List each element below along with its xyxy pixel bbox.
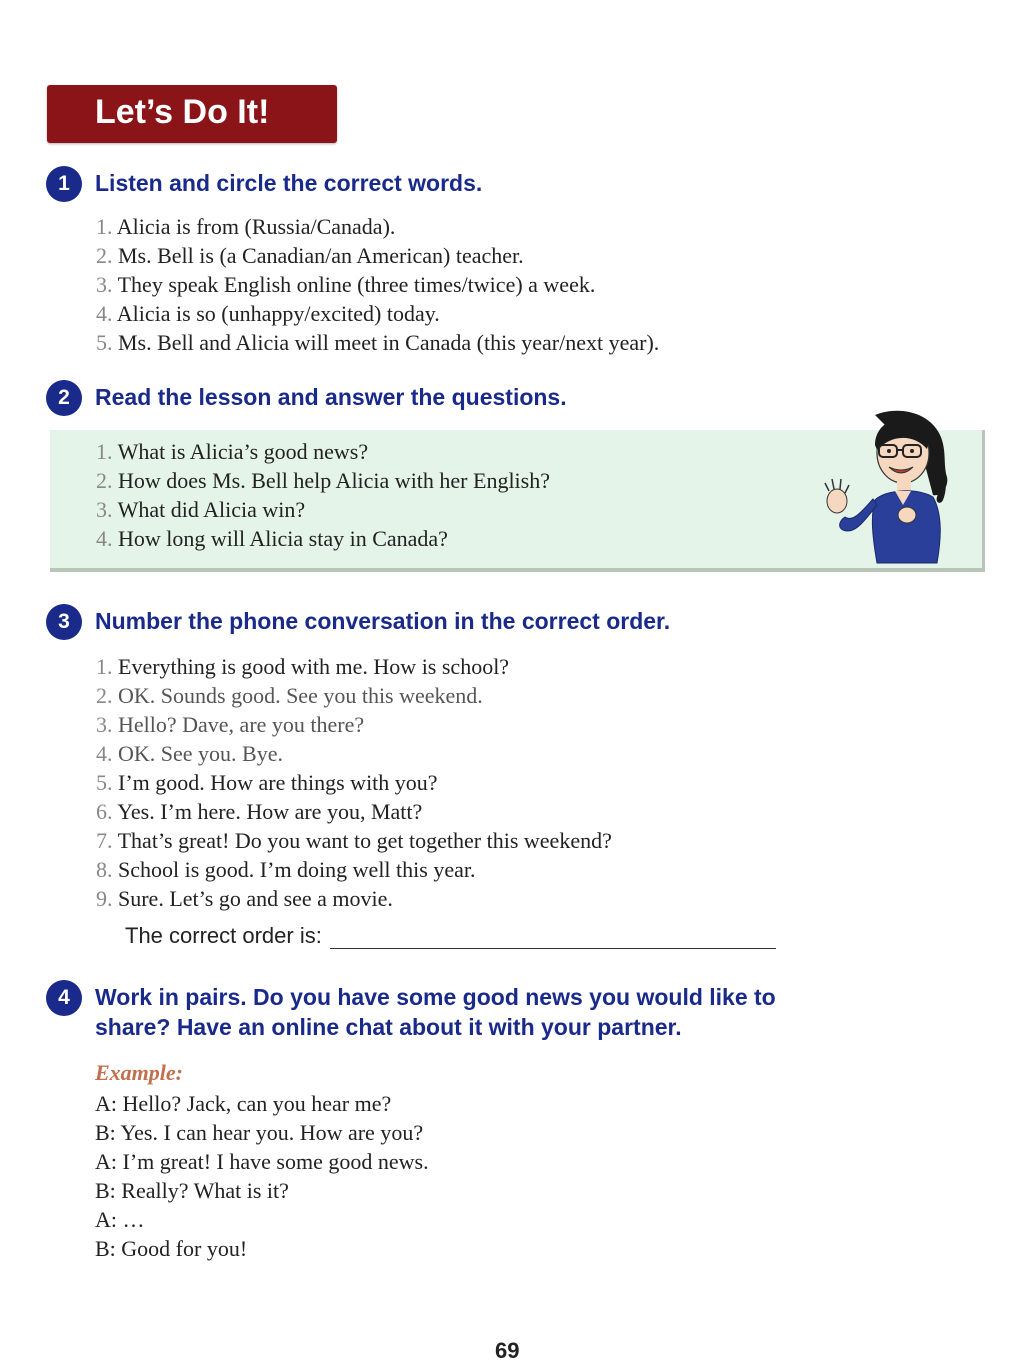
section-4-heading — [46, 982, 776, 1042]
section-1-heading — [46, 168, 482, 202]
list-item: 7. That’s great! Do you want to get together this weekend? — [96, 828, 612, 853]
list-item: 1. What is Alicia’s good news? — [96, 439, 369, 464]
list-item: 4. Alicia is so (unhappy/excited) today. — [96, 301, 440, 326]
list-item: 1. Everything is good with me. How is school? — [96, 654, 510, 679]
section-3-title: Number the phone conversation in the correct order. — [95, 608, 671, 634]
example-label: Example: — [95, 1060, 183, 1085]
lets-do-it-banner — [47, 85, 337, 143]
list-item: 2. OK. Sounds good. See you this weekend. — [96, 683, 483, 708]
list-item: 2. How does Ms. Bell help Alicia with her English? — [96, 468, 550, 493]
dialog-line: B: Good for you! — [95, 1236, 248, 1261]
list-item: 3. They speak English online (three times/twice) a week. — [96, 272, 596, 297]
section-1-title: Listen and circle the correct words. — [95, 170, 483, 196]
dialog-line: B: Yes. I can hear you. How are you? — [95, 1120, 424, 1145]
section-3-heading — [46, 606, 670, 640]
section-3-number: 3 — [46, 604, 82, 640]
list-item: 4. OK. See you. Bye. — [96, 741, 283, 766]
correct-order-blank[interactable] — [330, 926, 776, 949]
list-item: 5. I’m good. How are things with you? — [96, 770, 438, 795]
section-4-number: 4 — [46, 980, 82, 1016]
banner-title: Let’s Do It! — [95, 93, 270, 131]
dialog-line: A: … — [95, 1207, 145, 1232]
section-2-list — [96, 437, 550, 553]
list-item: 1. Alicia is from (Russia/Canada). — [96, 214, 396, 239]
list-item: 4. How long will Alicia stay in Canada? — [96, 526, 448, 551]
dialog-line: B: Really? What is it? — [95, 1178, 289, 1203]
section-4-title: Work in pairs. Do you have some good news you would like to share? Have an online chat about it with your partner. — [95, 984, 776, 1040]
example-dialog — [95, 1089, 429, 1263]
dialog-line: A: I’m great! I have some good news. — [95, 1149, 429, 1174]
section-2-number: 2 — [46, 380, 82, 416]
list-item: 3. Hello? Dave, are you there? — [96, 712, 365, 737]
page-number: 69 — [495, 1338, 520, 1363]
teacher-illustration — [815, 405, 965, 565]
correct-order-line — [125, 923, 776, 949]
section-1-number: 1 — [46, 166, 82, 202]
list-item: 5. Ms. Bell and Alicia will meet in Canada (this year/next year). — [96, 330, 660, 355]
list-item: 8. School is good. I’m doing well this year. — [96, 857, 476, 882]
list-item: 2. Ms. Bell is (a Canadian/an American) teacher. — [96, 243, 524, 268]
section-2-heading — [46, 382, 567, 416]
list-item: 9. Sure. Let’s go and see a movie. — [96, 886, 393, 911]
section-1-list — [96, 212, 659, 357]
section-3-list — [96, 652, 612, 913]
correct-order-label: The correct order is: — [125, 923, 322, 948]
list-item: 3. What did Alicia win? — [96, 497, 306, 522]
list-item: 6. Yes. I’m here. How are you, Matt? — [96, 799, 423, 824]
section-2-title: Read the lesson and answer the questions. — [95, 384, 567, 410]
dialog-line: A: Hello? Jack, can you hear me? — [95, 1091, 392, 1116]
